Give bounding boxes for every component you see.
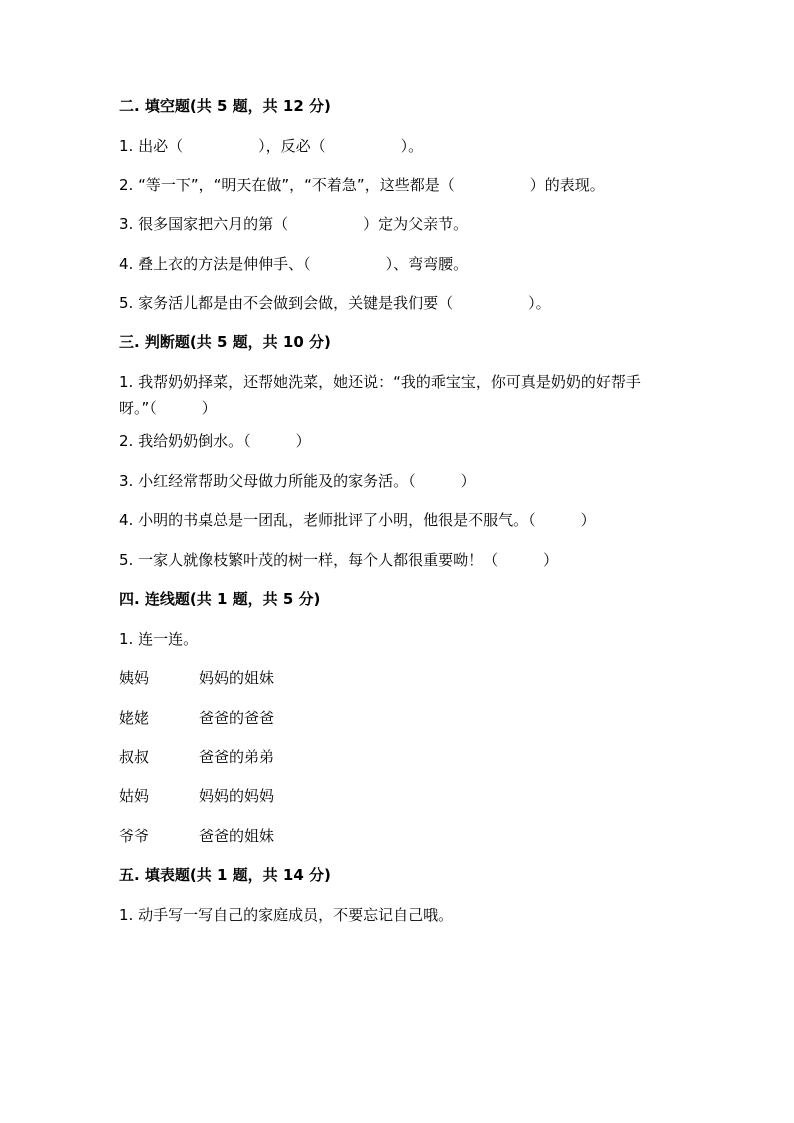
match-right-item: 爸爸的爸爸 — [199, 709, 275, 727]
question-item: 3. 很多国家把六月的第（ ）定为父亲节。 — [119, 215, 469, 233]
question-item: 3. 小红经常帮助父母做力所能及的家务活。（ ） — [119, 472, 476, 490]
match-right-item: 妈妈的妈妈 — [199, 787, 275, 805]
match-right-item: 妈妈的姐妹 — [199, 669, 275, 687]
match-left-item: 姨妈 — [119, 669, 150, 687]
question-item: 2. “等一下”，“明天在做”，“不着急”，这些都是（ ）的表现。 — [119, 176, 605, 194]
question-item: 5. 家务活儿都是由不会做到会做，关键是我们要（ ）。 — [119, 294, 551, 312]
match-left-item: 叔叔 — [119, 748, 150, 766]
section-heading-matching: 四. 连线题(共 1 题，共 5 分) — [119, 590, 321, 608]
section-heading-true-false: 三. 判断题(共 5 题，共 10 分) — [119, 333, 331, 351]
question-item: 4. 叠上衣的方法是伸伸手、（ ）、弯弯腰。 — [119, 255, 469, 273]
section-heading-table: 五. 填表题(共 1 题，共 14 分) — [119, 866, 331, 884]
question-item: 1. 出必（ ），反必（ ）。 — [119, 137, 424, 155]
question-item: 2. 我给奶奶倒水。（ ） — [119, 432, 311, 450]
question-item: 4. 小明的书桌总是一团乱，老师批评了小明，他很是不服气。（ ） — [119, 511, 596, 529]
section-heading-fill-blank: 二. 填空题(共 5 题，共 12 分) — [119, 97, 331, 115]
question-item: 1. 连一连。 — [119, 630, 199, 648]
match-right-item: 爸爸的弟弟 — [199, 748, 275, 766]
match-left-item: 爷爷 — [119, 827, 150, 845]
match-left-item: 姑妈 — [119, 787, 150, 805]
match-right-item: 爸爸的姐妹 — [199, 827, 275, 845]
question-item: 1. 我帮奶奶择菜，还帮她洗菜，她还说：“我的乖宝宝，你可真是奶奶的好帮手呀。”（ ） — [119, 373, 641, 417]
question-item: 1. 动手写一写自己的家庭成员，不要忘记自己哦。 — [119, 906, 454, 924]
question-item: 5. 一家人就像枝繁叶茂的树一样，每个人都很重要呦！（ ） — [119, 551, 559, 569]
match-left-item: 姥姥 — [119, 709, 150, 727]
